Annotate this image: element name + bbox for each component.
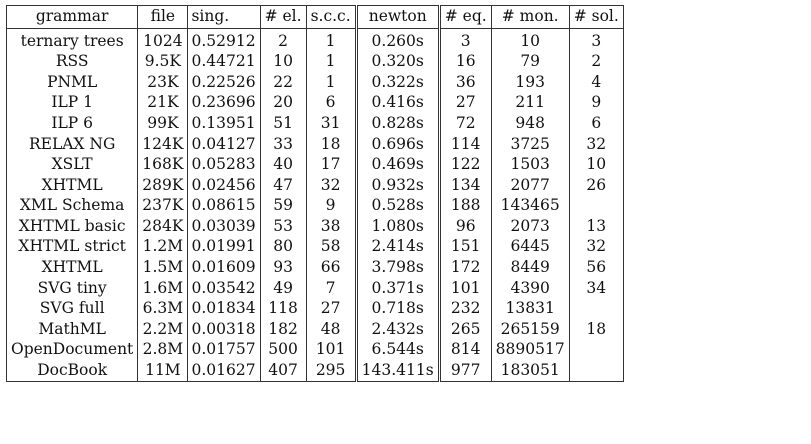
table-cell: 143.411s [356, 361, 439, 382]
table-cell: 0.01991 [188, 237, 260, 258]
column-header: newton [356, 6, 439, 29]
table-row [7, 216, 624, 237]
table-cell: 96 [439, 216, 491, 237]
table-cell: 0.469s [356, 155, 439, 176]
table-cell: 0.322s [356, 72, 439, 93]
table-cell: 0.00318 [188, 319, 260, 340]
table-row [7, 278, 624, 299]
table-cell: 182 [260, 319, 306, 340]
table-cell: 0.932s [356, 175, 439, 196]
table-cell: 2 [260, 29, 306, 52]
table-cell [569, 340, 623, 361]
table-cell: 6445 [491, 237, 569, 258]
table-cell: 32 [569, 237, 623, 258]
header-row [7, 6, 624, 29]
table-cell: 101 [306, 340, 356, 361]
table-row [7, 319, 624, 340]
table-cell: 32 [569, 134, 623, 155]
table-cell: 1 [306, 72, 356, 93]
table-cell: 1503 [491, 155, 569, 176]
table-row [7, 175, 624, 196]
table-cell: 72 [439, 113, 491, 134]
table-cell: XHTML strict [7, 237, 138, 258]
table-cell: 93 [260, 258, 306, 279]
table-cell: 3.798s [356, 258, 439, 279]
table-cell: 7 [306, 278, 356, 299]
table-cell: 59 [260, 196, 306, 217]
table-cell: SVG tiny [7, 278, 138, 299]
table-row [7, 93, 624, 114]
table-cell: 0.03542 [188, 278, 260, 299]
table-cell: 193 [491, 72, 569, 93]
table-cell: 48 [306, 319, 356, 340]
table-row [7, 196, 624, 217]
table-cell: 118 [260, 299, 306, 320]
table-cell: 0.01757 [188, 340, 260, 361]
table-cell: 6 [569, 113, 623, 134]
table-cell: 3 [569, 29, 623, 52]
table-cell: 33 [260, 134, 306, 155]
table-cell: 188 [439, 196, 491, 217]
table-cell: SVG full [7, 299, 138, 320]
table-cell: 6.544s [356, 340, 439, 361]
table-cell: 265 [439, 319, 491, 340]
table-cell: XHTML [7, 258, 138, 279]
table-cell: 4390 [491, 278, 569, 299]
table-cell: 1.2M [138, 237, 188, 258]
table-cell: ILP 6 [7, 113, 138, 134]
column-header: s.c.c. [306, 6, 356, 29]
table-cell: 4 [569, 72, 623, 93]
table-cell: 0.08615 [188, 196, 260, 217]
table-cell: 58 [306, 237, 356, 258]
table-cell: 0.01627 [188, 361, 260, 382]
table-cell: 3 [439, 29, 491, 52]
table-cell: 1.080s [356, 216, 439, 237]
table-cell: 10 [491, 29, 569, 52]
table-cell: 10 [260, 52, 306, 73]
table-cell: 143465 [491, 196, 569, 217]
table-cell: DocBook [7, 361, 138, 382]
table-cell: 0.05283 [188, 155, 260, 176]
table-row [7, 258, 624, 279]
table-row [7, 134, 624, 155]
table-cell: 134 [439, 175, 491, 196]
table-cell: 151 [439, 237, 491, 258]
table-cell [569, 299, 623, 320]
table-cell [569, 361, 623, 382]
table-cell: 0.23696 [188, 93, 260, 114]
table-cell: 0.02456 [188, 175, 260, 196]
table-cell: 0.371s [356, 278, 439, 299]
table-cell: 2 [569, 52, 623, 73]
table-cell: 124K [138, 134, 188, 155]
column-header: grammar [7, 6, 138, 29]
table-cell: 232 [439, 299, 491, 320]
table-cell: 17 [306, 155, 356, 176]
table-cell: 172 [439, 258, 491, 279]
column-header: # sol. [569, 6, 623, 29]
table-cell: 16 [439, 52, 491, 73]
table-cell: 0.01609 [188, 258, 260, 279]
table-row [7, 299, 624, 320]
table-cell: 27 [439, 93, 491, 114]
table-cell: 10 [569, 155, 623, 176]
table-cell: 0.416s [356, 93, 439, 114]
table-cell: 814 [439, 340, 491, 361]
table-cell: 1.5M [138, 258, 188, 279]
table-cell: 2.2M [138, 319, 188, 340]
table-cell: 11M [138, 361, 188, 382]
table-cell: 0.718s [356, 299, 439, 320]
table-cell: 114 [439, 134, 491, 155]
table-cell: 2073 [491, 216, 569, 237]
table-cell: 3725 [491, 134, 569, 155]
table-cell: OpenDocument [7, 340, 138, 361]
table-cell: 79 [491, 52, 569, 73]
table-cell: XHTML [7, 175, 138, 196]
table-cell: 80 [260, 237, 306, 258]
table-cell: 34 [569, 278, 623, 299]
table-cell: 977 [439, 361, 491, 382]
table-cell: MathML [7, 319, 138, 340]
table-cell: 2.8M [138, 340, 188, 361]
table-row [7, 72, 624, 93]
table-cell: 31 [306, 113, 356, 134]
table-cell: 9.5K [138, 52, 188, 73]
table-cell: 51 [260, 113, 306, 134]
table-cell: 183051 [491, 361, 569, 382]
table-cell: 13 [569, 216, 623, 237]
table-cell: 32 [306, 175, 356, 196]
table-row [7, 29, 624, 52]
table-cell: 168K [138, 155, 188, 176]
table-cell: 27 [306, 299, 356, 320]
table-cell: 0.04127 [188, 134, 260, 155]
table-cell: 18 [569, 319, 623, 340]
column-header: # el. [260, 6, 306, 29]
table-cell: 500 [260, 340, 306, 361]
table-row [7, 340, 624, 361]
table-cell: 1.6M [138, 278, 188, 299]
table-cell: 265159 [491, 319, 569, 340]
column-header: # mon. [491, 6, 569, 29]
table-cell: 20 [260, 93, 306, 114]
table-cell: 18 [306, 134, 356, 155]
table-cell: 6 [306, 93, 356, 114]
table-cell: 38 [306, 216, 356, 237]
table-cell: 407 [260, 361, 306, 382]
table-cell: 2077 [491, 175, 569, 196]
table-row [7, 237, 624, 258]
table-cell: 26 [569, 175, 623, 196]
column-header: file [138, 6, 188, 29]
table-cell: 295 [306, 361, 356, 382]
table-cell: 237K [138, 196, 188, 217]
table-cell: RSS [7, 52, 138, 73]
table-cell: 13831 [491, 299, 569, 320]
table-row [7, 155, 624, 176]
table-cell: 0.22526 [188, 72, 260, 93]
table-cell: ILP 1 [7, 93, 138, 114]
table-cell: 56 [569, 258, 623, 279]
table-cell: 101 [439, 278, 491, 299]
table-cell: 9 [306, 196, 356, 217]
table-cell: 21K [138, 93, 188, 114]
table-cell: 9 [569, 93, 623, 114]
column-header: sing. [188, 6, 260, 29]
table-cell: 0.01834 [188, 299, 260, 320]
table-row [7, 361, 624, 382]
table-cell: 0.260s [356, 29, 439, 52]
table-cell: 1 [306, 52, 356, 73]
table-cell: 36 [439, 72, 491, 93]
table-cell: 66 [306, 258, 356, 279]
table-cell: 2.432s [356, 319, 439, 340]
table-cell: 6.3M [138, 299, 188, 320]
table-cell: PNML [7, 72, 138, 93]
table-cell: ternary trees [7, 29, 138, 52]
column-header: # eq. [439, 6, 491, 29]
table-cell: 0.52912 [188, 29, 260, 52]
table-cell [569, 196, 623, 217]
table-cell: 284K [138, 216, 188, 237]
table-cell: XSLT [7, 155, 138, 176]
table-cell: 0.696s [356, 134, 439, 155]
table-cell: 1 [306, 29, 356, 52]
table-cell: 22 [260, 72, 306, 93]
table-cell: 8449 [491, 258, 569, 279]
table-cell: 122 [439, 155, 491, 176]
table-cell: 0.828s [356, 113, 439, 134]
table-cell: 0.320s [356, 52, 439, 73]
table-cell: 2.414s [356, 237, 439, 258]
table-cell: 0.44721 [188, 52, 260, 73]
table-cell: 99K [138, 113, 188, 134]
table-cell: XHTML basic [7, 216, 138, 237]
table-cell: 23K [138, 72, 188, 93]
table-cell: 49 [260, 278, 306, 299]
table-cell: RELAX NG [7, 134, 138, 155]
table-row [7, 52, 624, 73]
table-cell: 0.13951 [188, 113, 260, 134]
table-row [7, 113, 624, 134]
table-cell: 1024 [138, 29, 188, 52]
table-cell: 53 [260, 216, 306, 237]
table-cell: 47 [260, 175, 306, 196]
grammar-results-table [6, 5, 624, 382]
table-cell: 948 [491, 113, 569, 134]
table-cell: 0.528s [356, 196, 439, 217]
table-cell: 211 [491, 93, 569, 114]
table-cell: 289K [138, 175, 188, 196]
table-cell: 0.03039 [188, 216, 260, 237]
table-body [7, 6, 624, 382]
table-cell: 8890517 [491, 340, 569, 361]
table-cell: XML Schema [7, 196, 138, 217]
table-cell: 40 [260, 155, 306, 176]
